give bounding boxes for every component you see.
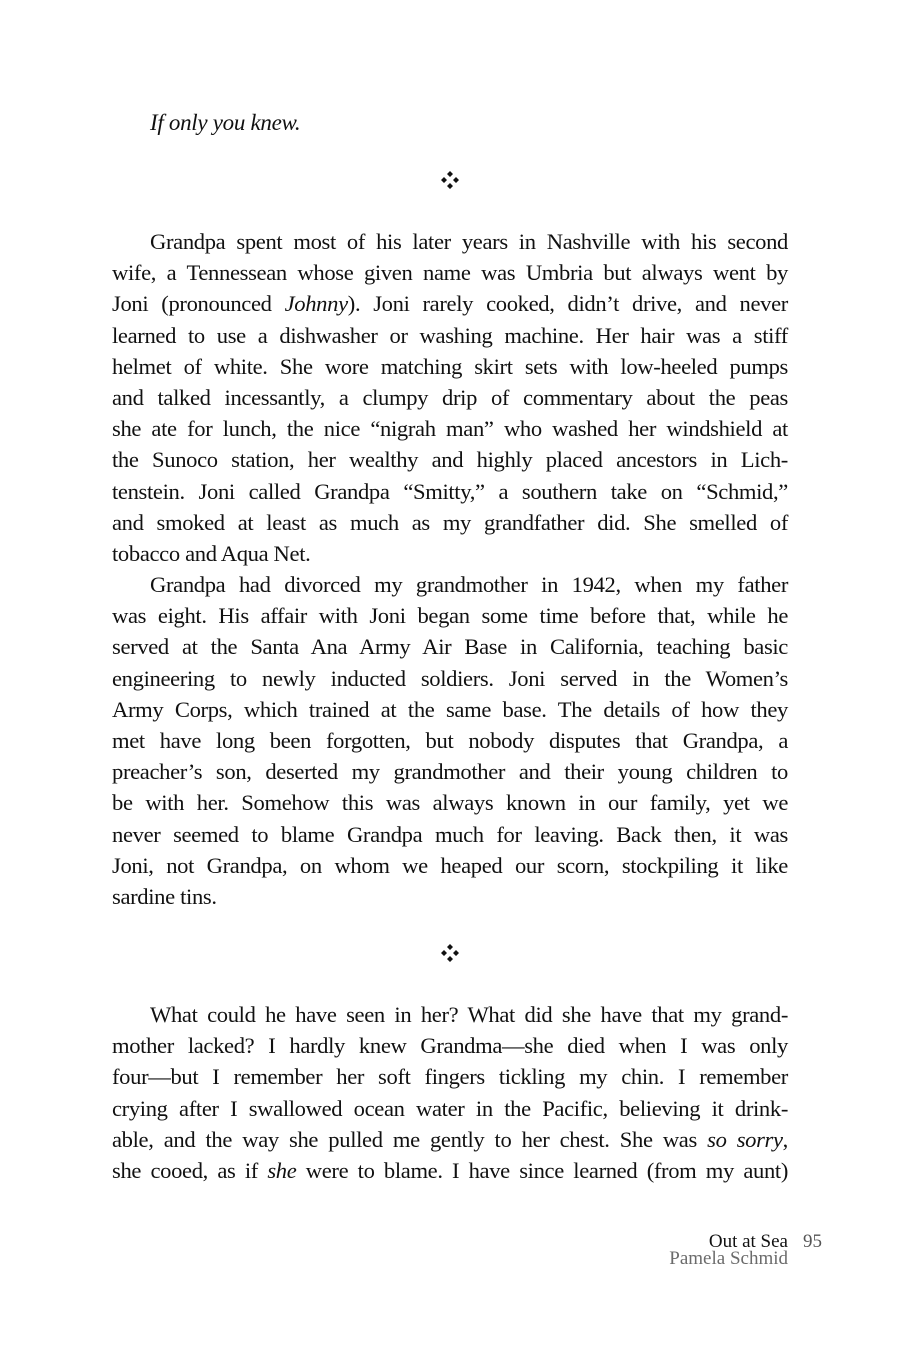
- text-line: was eight. His affair with Joni began some time before that, while he: [112, 603, 788, 629]
- text-line: four—but I remember her soft fingers tickling my chin. I remember: [112, 1064, 788, 1090]
- page-number: 95: [803, 1231, 822, 1252]
- text-line: crying after I swallowed ocean water in the Pacific, believing it drink-: [112, 1095, 788, 1121]
- text-line: mother lacked? I hardly knew Grandma—she died when I was only: [112, 1033, 788, 1059]
- text-line: and talked incessantly, a clumpy drip of commentary about the peas: [112, 384, 788, 410]
- text-line: served at the Santa Ana Army Air Base in California, teaching basic: [112, 634, 788, 660]
- text-line: Joni (pronounced Johnny). Joni rarely cooked, didn’t drive, and never: [112, 291, 788, 317]
- section-2-text: [112, 999, 788, 1186]
- text-line: Army Corps, which trained at the same base. The details of how they: [112, 696, 788, 722]
- section-1-text: [112, 226, 788, 912]
- text-line: sardine tins.: [112, 883, 217, 909]
- text-line: helmet of white. She wore matching skirt sets with low-heeled pumps: [112, 353, 788, 379]
- text-line: What could he have seen in her? What did she have that my grand-: [150, 1002, 788, 1027]
- text-line: be with her. Somehow this was always known in our family, yet we: [112, 790, 788, 816]
- text-line: preacher’s son, deserted my grandmother and their young children to: [112, 759, 788, 785]
- text-line: Joni, not Grandpa, on whom we heaped our scorn, stockpiling it like: [112, 852, 788, 878]
- text-line: she ate for lunch, the nice “nigrah man” who washed her windshield at: [112, 416, 788, 442]
- epigraph: If only you knew.: [150, 110, 301, 135]
- text-line: she cooed, as if she were to blame. I have since learned (from my aunt): [112, 1157, 788, 1183]
- italic-emphasis: so sorry: [707, 1126, 783, 1152]
- italic-emphasis: she: [267, 1157, 297, 1183]
- section-break-ornament-1: [0, 171, 900, 193]
- text-line: met have long been forgotten, but nobody disputes that Grandpa, a: [112, 728, 788, 753]
- text-line: learned to use a dishwasher or washing machine. Her hair was a stiff: [112, 322, 788, 348]
- diamond-ornament-icon: [441, 171, 459, 189]
- text-line: Grandpa had divorced my grandmother in 1942, when my father: [150, 572, 788, 598]
- text-line: the Sunoco station, her wealthy and highly placed ancestors in Lich-: [112, 447, 788, 473]
- section-break-ornament-2: [0, 944, 900, 966]
- text-line: wife, a Tennessean whose given name was Umbria but always went by: [112, 260, 788, 286]
- text-line: able, and the way she pulled me gently to her chest. She was so sorry,: [112, 1126, 788, 1152]
- book-title: Out at Sea: [708, 1231, 788, 1252]
- text-line: and smoked at least as much as my grandfather did. She smelled of: [112, 509, 788, 535]
- running-footer: [669, 1233, 788, 1267]
- text-line: engineering to newly inducted soldiers. Joni served in the Women’s: [112, 665, 788, 691]
- text-line: tobacco and Aqua Net.: [112, 540, 311, 566]
- text-line: tenstein. Joni called Grandpa “Smitty,” a southern take on “Schmid,”: [112, 478, 788, 504]
- author-name: Pamela Schmid: [669, 1248, 788, 1269]
- text-line: never seemed to blame Grandpa much for leaving. Back then, it was: [112, 821, 788, 847]
- italic-emphasis: Johnny: [284, 291, 348, 317]
- diamond-ornament-icon: [441, 944, 459, 962]
- text-line: Grandpa spent most of his later years in Nashville with his second: [150, 229, 788, 254]
